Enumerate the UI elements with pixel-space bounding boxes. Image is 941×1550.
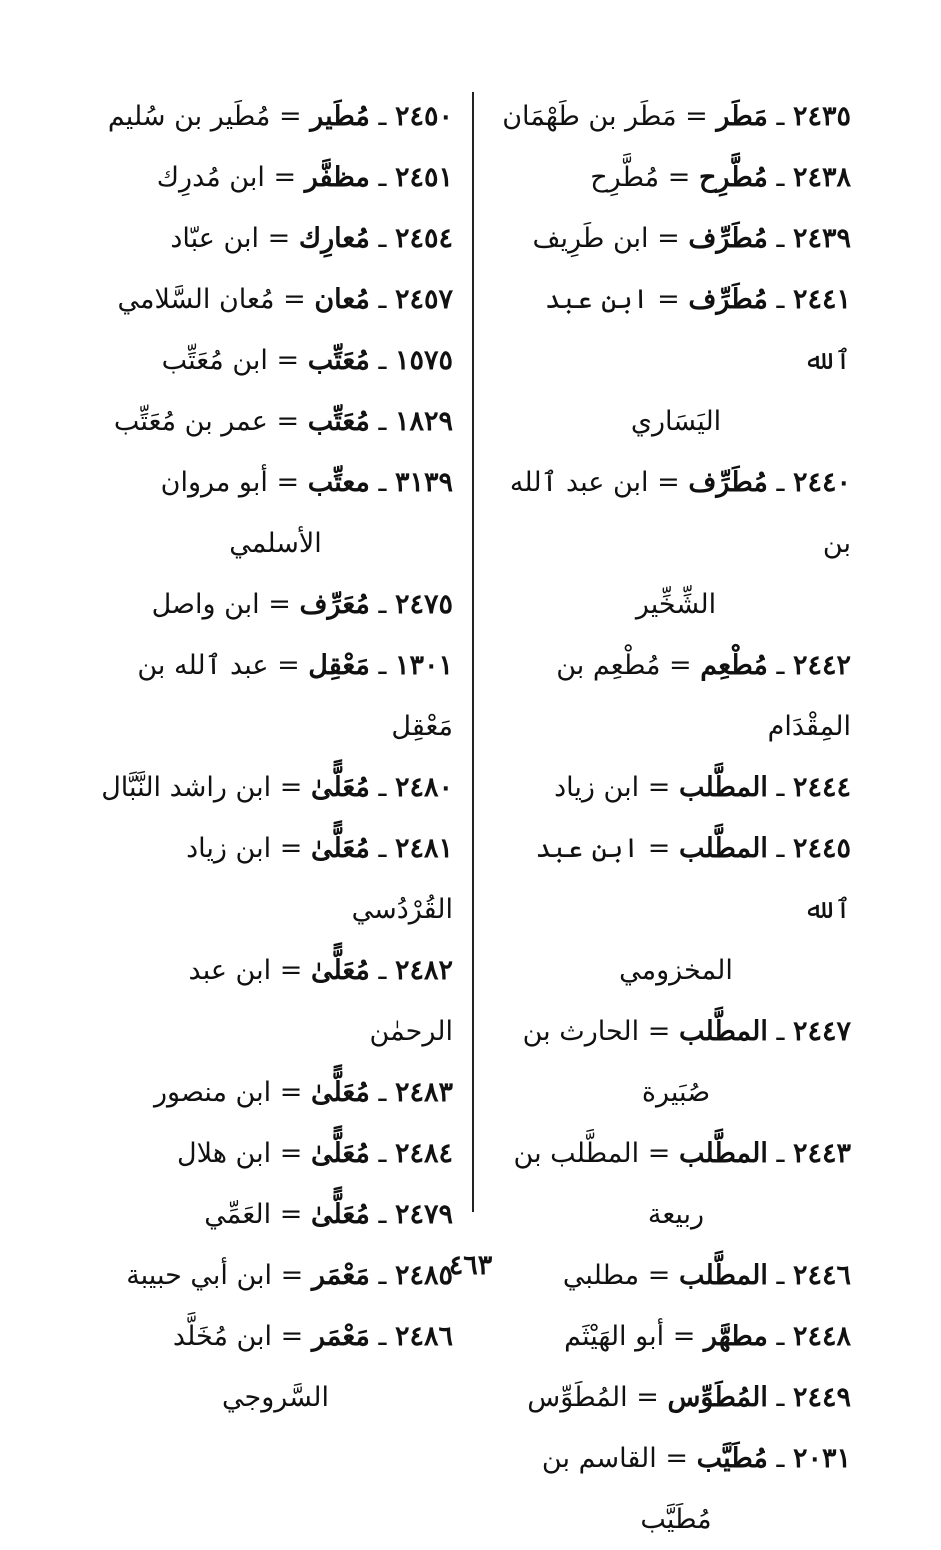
entry-name: مظفَّر xyxy=(304,162,370,193)
entry-separator: ـ xyxy=(378,406,387,437)
entry-reference: ابن عبّاد xyxy=(170,223,260,254)
entry-number: ٣١٣٩ xyxy=(394,467,453,498)
entry-name: مَعْقِل xyxy=(308,650,370,681)
entry-number: ٢٤٤٠ xyxy=(792,467,851,498)
index-entry xyxy=(98,269,453,330)
index-entry xyxy=(98,147,453,208)
entry-equals: = xyxy=(279,1199,303,1230)
entry-reference: مَطَر بن طَهْمَان xyxy=(502,101,677,132)
entry-separator: ـ xyxy=(776,223,785,254)
index-entry xyxy=(98,391,453,452)
entry-equals: = xyxy=(279,772,303,803)
entry-separator: ـ xyxy=(378,1138,387,1169)
entry-separator: ـ xyxy=(776,1321,785,1352)
entry-separator: ـ xyxy=(378,955,387,986)
entry-number: ٢٤٤٤ xyxy=(792,772,851,803)
entry-separator: ـ xyxy=(776,467,785,498)
entry-name: مُطَرِّف xyxy=(688,223,768,254)
index-entry xyxy=(501,1306,851,1367)
entry-number: ١٨٢٩ xyxy=(394,406,453,437)
entry-continuation: المخزومي xyxy=(619,955,733,986)
entry-number: ٢٤٣٥ xyxy=(792,101,851,132)
entry-reference: ابن منصور xyxy=(153,1077,272,1108)
entry-equals: = xyxy=(647,1016,671,1047)
entry-name: المطَّلب xyxy=(678,1260,768,1291)
index-entry xyxy=(98,1306,453,1367)
entry-name: مُعَلًّىٰ xyxy=(310,833,370,864)
entry-equals: = xyxy=(273,162,297,193)
index-entry xyxy=(501,1001,851,1062)
entry-continuation: الشِّخِّير xyxy=(635,589,717,620)
entry-reference: القاسم بن xyxy=(541,1443,657,1474)
entry-equals: = xyxy=(672,1321,696,1352)
entry-number: ٢٤٨٤ xyxy=(394,1138,453,1169)
entry-reference: ابن طَرِيف xyxy=(532,223,649,254)
entry-reference: ابن عبد ٱلله بن xyxy=(509,467,851,559)
entry-name: مَعْمَر xyxy=(311,1321,370,1352)
entry-reference: ابن مُخَلَّد xyxy=(172,1321,273,1352)
entry-equals: = xyxy=(279,955,303,986)
entry-separator: ـ xyxy=(378,467,387,498)
index-entry xyxy=(501,1367,851,1428)
entry-reference: الحارث بن xyxy=(522,1016,640,1047)
index-entry xyxy=(501,757,851,818)
index-entry xyxy=(98,574,453,635)
entry-separator: ـ xyxy=(776,772,785,803)
entry-number: ٢٤٧٩ xyxy=(394,1199,453,1230)
entry-reference: مُطَير بن سُليم xyxy=(107,101,271,132)
entry-name: مَطَر xyxy=(716,101,768,132)
page-number: ٤٦٣ xyxy=(448,1250,493,1281)
entry-equals: = xyxy=(685,101,708,132)
entry-reference: عبد ٱلله بن مَعْقِل xyxy=(137,650,453,742)
entry-equals: = xyxy=(280,1260,304,1291)
entry-separator: ـ xyxy=(378,1199,387,1230)
index-entry xyxy=(98,1062,453,1123)
entry-number: ١٥٧٥ xyxy=(394,345,453,376)
entry-separator: ـ xyxy=(776,1138,785,1169)
entry-number: ٢٤٧٥ xyxy=(394,589,453,620)
entry-separator: ـ xyxy=(378,101,387,132)
entry-equals: = xyxy=(647,772,671,803)
entry-reference: ابن عبد ٱلله xyxy=(535,833,851,925)
right-column xyxy=(501,86,851,1550)
entry-equals: = xyxy=(657,223,680,254)
entry-equals: = xyxy=(280,1321,304,1352)
entry-separator: ـ xyxy=(378,1260,387,1291)
entry-equals: = xyxy=(665,1443,688,1474)
entry-separator: ـ xyxy=(378,284,387,315)
entry-number: ٢٤٨٣ xyxy=(394,1077,453,1108)
entry-separator: ـ xyxy=(776,1382,785,1413)
index-entry xyxy=(501,452,851,574)
entry-equals: = xyxy=(669,650,692,681)
entry-name: مُعَرِّف xyxy=(299,589,370,620)
entry-separator: ـ xyxy=(776,284,785,315)
entry-name: المطَّلب xyxy=(678,772,768,803)
entry-number: ٢٤٥٤ xyxy=(394,223,453,254)
entry-number: ٢٤٨١ xyxy=(394,833,453,864)
index-entry xyxy=(98,330,453,391)
entry-reference: ابن أبي حبيبة xyxy=(126,1260,273,1291)
entry-separator: ـ xyxy=(776,101,785,132)
entry-name: مُطْعِم xyxy=(700,650,768,681)
entry-name: مطهَّر xyxy=(703,1321,768,1352)
index-entry xyxy=(501,147,851,208)
entry-name: مُطَرِّف xyxy=(688,284,768,315)
entry-reference: العَمِّي xyxy=(204,1199,272,1230)
entry-equals: = xyxy=(276,406,300,437)
entry-separator: ـ xyxy=(776,1260,785,1291)
entry-continuation: الأسلمي xyxy=(229,528,322,559)
entry-equals: = xyxy=(268,589,291,620)
entry-separator: ـ xyxy=(776,1443,785,1474)
entry-reference: ابن زياد xyxy=(554,772,640,803)
entry-equals: = xyxy=(267,223,291,254)
entry-equals: = xyxy=(279,833,303,864)
entry-number: ٢٤٥١ xyxy=(394,162,453,193)
left-column xyxy=(98,86,453,1428)
index-entry xyxy=(501,1123,851,1184)
entry-name: مُعَلًّىٰ xyxy=(310,1077,370,1108)
entry-reference: أبو الهَيْثَم xyxy=(564,1321,665,1352)
entry-name: مُعَتِّب xyxy=(307,406,370,437)
entry-separator: ـ xyxy=(378,162,387,193)
entry-number: ١٣٠١ xyxy=(394,650,453,681)
entry-separator: ـ xyxy=(378,833,387,864)
entry-name: مُعان xyxy=(314,284,370,315)
entry-reference: مطلبي xyxy=(562,1260,640,1291)
entry-name: مُطَير xyxy=(310,101,370,132)
entry-reference: أبو مروان xyxy=(160,467,268,498)
index-entry xyxy=(501,1428,851,1489)
entry-continuation: صُبَيرة xyxy=(641,1077,711,1108)
entry-separator: ـ xyxy=(776,650,785,681)
entry-separator: ـ xyxy=(776,162,785,193)
entry-number: ٢٤٤١ xyxy=(792,284,851,315)
entry-reference: ابن راشد النَّبَّال xyxy=(101,772,272,803)
entry-number: ٢٤٥٠ xyxy=(394,101,453,132)
column-divider xyxy=(472,92,474,1212)
entry-number: ٢٠٣١ xyxy=(792,1443,851,1474)
index-entry xyxy=(501,208,851,269)
entry-name: المطَّلب xyxy=(678,833,768,864)
entry-number: ٢٤٨٢ xyxy=(394,955,453,986)
entry-name: مُعَلًّىٰ xyxy=(310,1199,370,1230)
entry-reference: مُطَّرِح xyxy=(590,162,660,193)
entry-equals: = xyxy=(276,467,300,498)
entry-number: ٢٤٣٨ xyxy=(792,162,851,193)
entry-reference: ابن عبد الرحمٰن xyxy=(188,955,453,1047)
entry-reference: مُعان السَّلامي xyxy=(117,284,275,315)
entry-number: ٢٤٨٦ xyxy=(394,1321,453,1352)
entry-reference: ابن واصل xyxy=(151,589,260,620)
index-entry xyxy=(501,86,851,147)
entry-number: ٢٤٤٦ xyxy=(792,1260,851,1291)
entry-continuation: مُطَيَّب xyxy=(640,1504,712,1535)
entry-reference: ابن عبد ٱلله xyxy=(545,284,851,376)
entry-equals: = xyxy=(647,1138,671,1169)
entry-name: مُعَتِّب xyxy=(307,345,370,376)
entry-separator: ـ xyxy=(378,223,387,254)
entry-reference: المُطَوِّس xyxy=(527,1382,628,1413)
entry-separator: ـ xyxy=(378,1077,387,1108)
entry-name: مَعْمَر xyxy=(311,1260,370,1291)
entry-equals: = xyxy=(283,284,306,315)
entry-reference: ابن هلال xyxy=(177,1138,272,1169)
entry-equals: = xyxy=(279,101,302,132)
entry-equals: = xyxy=(276,345,300,376)
entry-separator: ـ xyxy=(378,345,387,376)
entry-reference: ابن مُدرِك xyxy=(156,162,265,193)
entry-equals: = xyxy=(277,650,300,681)
entry-reference: المطَّلب بن xyxy=(513,1138,640,1169)
entry-equals: = xyxy=(636,1382,659,1413)
entry-separator: ـ xyxy=(776,833,785,864)
entry-number: ٢٤٤٢ xyxy=(792,650,851,681)
index-entry xyxy=(501,269,851,391)
entry-name: مُعارِك xyxy=(298,223,370,254)
entry-name: مُطَرِّف xyxy=(688,467,768,498)
index-entry xyxy=(98,86,453,147)
entry-separator: ـ xyxy=(378,650,387,681)
index-entry xyxy=(98,757,453,818)
entry-equals: = xyxy=(647,1260,671,1291)
entry-equals: = xyxy=(647,833,671,864)
entry-separator: ـ xyxy=(378,589,387,620)
index-entry xyxy=(98,1184,453,1245)
entry-equals: = xyxy=(279,1138,303,1169)
entry-name: المُطَوِّس xyxy=(667,1382,768,1413)
entry-reference: مُطْعِم بن المِقْدَام xyxy=(556,650,851,742)
entry-equals: = xyxy=(657,467,680,498)
entry-reference: عمر بن مُعَتِّب xyxy=(113,406,268,437)
index-entry xyxy=(501,818,851,940)
entry-separator: ـ xyxy=(378,772,387,803)
entry-separator: ـ xyxy=(776,1016,785,1047)
entry-number: ٢٤٤٨ xyxy=(792,1321,851,1352)
entry-continuation: اليَسَاري xyxy=(630,406,722,437)
entry-number: ٢٤٨٥ xyxy=(394,1260,453,1291)
entry-name: المطَّلب xyxy=(678,1016,768,1047)
entry-continuation: ربيعة xyxy=(647,1199,705,1230)
index-entry xyxy=(98,208,453,269)
entry-number: ٢٤٨٠ xyxy=(394,772,453,803)
entry-equals: = xyxy=(657,284,680,315)
index-entry xyxy=(501,635,851,757)
index-entry xyxy=(98,818,453,940)
entry-name: المطَّلب xyxy=(678,1138,768,1169)
entry-equals: = xyxy=(279,1077,303,1108)
entry-name: مُعَلًّىٰ xyxy=(310,1138,370,1169)
entry-name: مُطَيَّب xyxy=(696,1443,768,1474)
entry-number: ٢٤٥٧ xyxy=(394,284,453,315)
entry-separator: ـ xyxy=(378,1321,387,1352)
entry-name: مُعَلًّىٰ xyxy=(310,955,370,986)
entry-number: ٢٤٤٧ xyxy=(792,1016,851,1047)
entry-name: معتِّب xyxy=(307,467,370,498)
index-entry xyxy=(98,1123,453,1184)
entry-reference: ابن مُعَتِّب xyxy=(161,345,268,376)
entry-name: مُطَّرِح xyxy=(698,162,768,193)
entry-number: ٢٤٤٥ xyxy=(792,833,851,864)
index-entry xyxy=(98,452,453,513)
entry-equals: = xyxy=(667,162,691,193)
entry-number: ٢٤٤٣ xyxy=(792,1138,851,1169)
entry-number: ٢٤٣٩ xyxy=(792,223,851,254)
entry-number: ٢٤٤٩ xyxy=(792,1382,851,1413)
index-entry xyxy=(98,940,453,1062)
entry-continuation: السَّروجي xyxy=(222,1382,329,1413)
index-entry xyxy=(98,635,453,757)
entry-name: مُعَلًّىٰ xyxy=(310,772,370,803)
entry-reference: ابن زياد القُرْدُسي xyxy=(186,833,453,925)
